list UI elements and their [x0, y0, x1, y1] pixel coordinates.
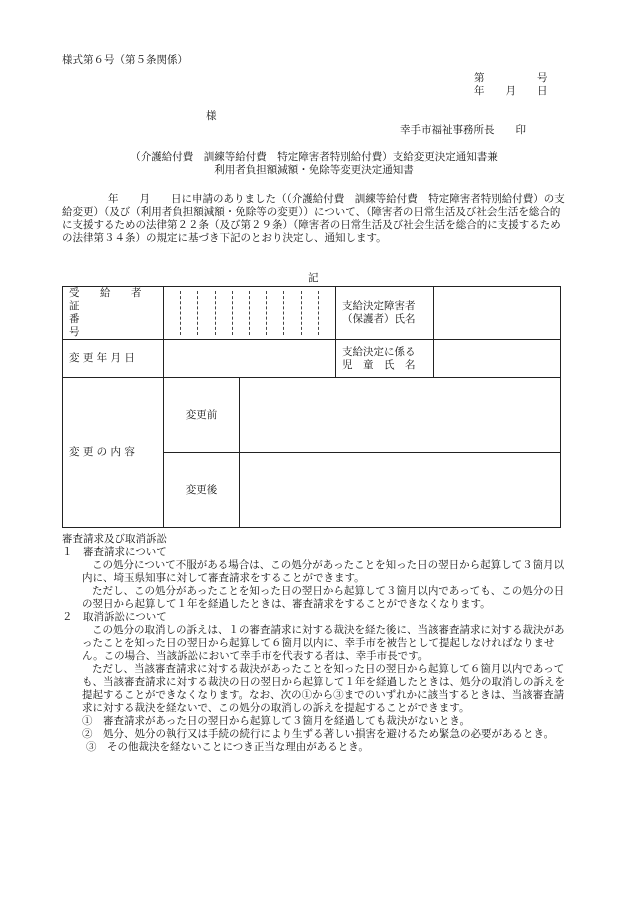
form-number: 様式第６号（第５条関係） [62, 54, 188, 66]
recipient-number-label: 受 給 者 証 番 号 [63, 287, 164, 340]
appeal-section [62, 533, 568, 754]
issuer-name: 幸手市福祉事務所長 印 [400, 124, 526, 136]
appeal-item2: ② 処分、処分の執行又は手続の続行により生ずる著しい損害を避けるため緊急の必要があるとき。 [82, 728, 555, 740]
document-title-line1: （介護給付費 訓練等給付費 特定障害者特別給付費）支給変更決定通知書兼 [130, 151, 498, 163]
notice-body: 年 月 日に申請のありました（（介護給付費 訓練等給付費 特定障害者特別給付費）の支給変更）（及び（利用者負担額減額・免除等の変更））について、（障害者の日常生活及び社会生活を総合的に支援するための法律第２２条（及び第２９条）（障害者の日常生活及び社会生活を総合的に支援するための法律第３４条）の規定に基づき下記のとおり決定し、通知します。 [62, 193, 565, 244]
appeal-heading: 審査請求及び取消訴訟 [62, 533, 167, 545]
appeal-section1-heading: １ 審査請求について [62, 546, 167, 558]
child-name-label: 支給決定に係る 児 童 氏 名 [336, 340, 434, 378]
change-content-label: 変 更 の 内 容 [63, 378, 164, 528]
after-value [240, 453, 561, 528]
change-date-label: 変 更 年 月 日 [63, 340, 164, 378]
change-date-value [164, 340, 336, 378]
after-label: 変更後 [164, 453, 240, 528]
before-value [240, 378, 561, 453]
guardian-name-label: 支給決定障害者 （保護者）氏名 [336, 287, 434, 340]
appeal-item1: ① 審査請求があった日の翌日から起算して３箇月を経過しても裁決がないとき。 [82, 715, 470, 727]
decision-table [62, 286, 561, 528]
child-name-value [434, 340, 561, 378]
document-title-line2: 利用者負担額減額・免除等変更決定通知書 [214, 164, 414, 176]
document-number: 第 号 [474, 72, 548, 84]
appeal-section2-heading: ２ 取消訴訟について [62, 611, 167, 623]
before-label: 変更前 [164, 378, 240, 453]
recipient-number-boxes [164, 287, 336, 340]
ki-heading: 記 [308, 272, 319, 284]
guardian-name-value [434, 287, 561, 340]
appeal-section2-paragraph2: ただし、当該審査請求に対する裁決があったことを知った日の翌日から起算して６箇月以内であっても、当該審査請求に対する裁決の日の翌日から起算して１年を経過したときは、処分の取消しの訴えを提起することができなくなります。なお、次の①から③までのいずれかに該当するときは、当該審査請求に対する裁決を経ないで、この処分の取消しの訴えを提起することができます。 [82, 663, 565, 714]
addressee-suffix: 様 [206, 110, 217, 122]
appeal-item3: ③ その他裁決を経ないことにつき正当な理由があるとき。 [86, 741, 369, 753]
document-date: 年 月 日 [474, 85, 548, 97]
appeal-section1-paragraph1: この処分について不服がある場合は、この処分があったことを知った日の翌日から起算して３箇月以内に、埼玉県知事に対して審査請求をすることができます。 [82, 559, 565, 584]
appeal-section1-paragraph2: ただし、この処分があったことを知った日の翌日から起算して３箇月以内であっても、この処分の日の翌日から起算して１年を経過したときは、審査請求をすることができなくなります。 [82, 585, 565, 610]
appeal-section2-paragraph1: この処分の取消しの訴えは、１の審査請求に対する裁決を経た後に、当該審査請求に対する裁決があったことを知った日の翌日から起算して６箇月以内に、幸手市を被告として提起しなければなりません。この場合、当該訴訟において幸手市を代表する者は、幸手市長です。 [82, 624, 565, 662]
